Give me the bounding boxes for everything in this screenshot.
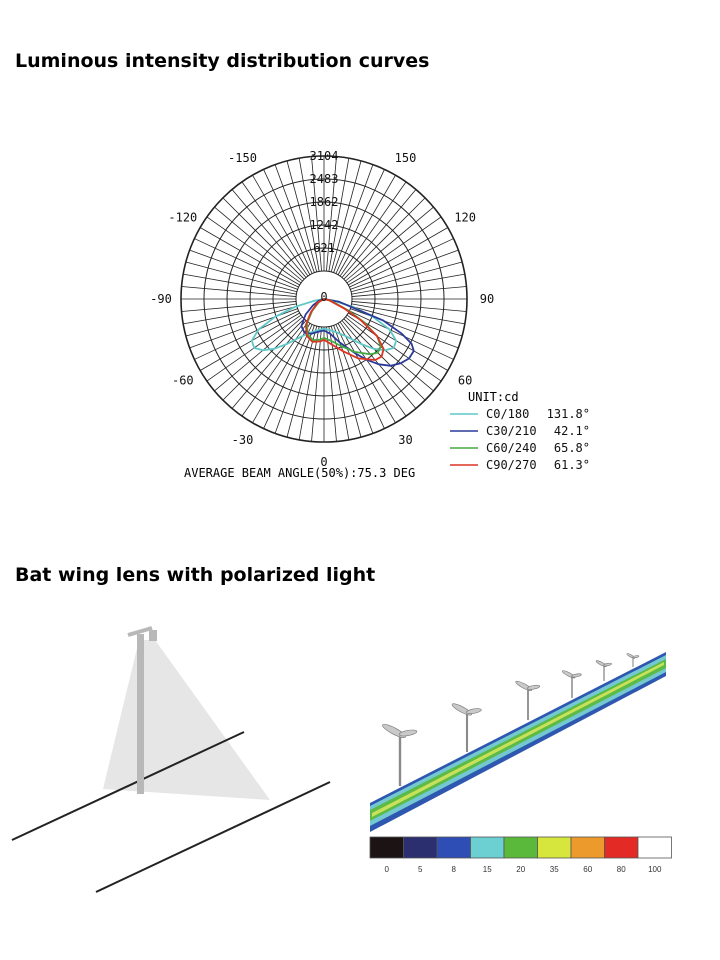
angle-label: -30 <box>231 433 254 448</box>
pole-shaft <box>137 634 144 794</box>
polar-spoke <box>299 327 319 440</box>
polar-spoke <box>232 189 306 277</box>
angle-label: 120 <box>454 210 477 225</box>
color-scale-label: 5 <box>418 865 423 874</box>
legend <box>450 390 590 472</box>
legend-beam-angle: 131.8° <box>546 407 590 421</box>
mini-lamp <box>381 722 407 740</box>
batwing-illustration <box>12 628 330 892</box>
section-title-batwing: Bat wing lens with polarized light <box>15 564 376 586</box>
polar-spoke <box>340 182 406 276</box>
color-scale-swatch <box>638 837 672 858</box>
polar-spoke <box>345 207 433 281</box>
color-scale-swatch <box>437 837 471 858</box>
angle-label: 150 <box>394 150 417 165</box>
angle-label: 60 <box>457 373 473 388</box>
legend-beam-angle: 61.3° <box>553 458 590 472</box>
angle-label: 0 <box>320 455 328 469</box>
angle-label: -150 <box>228 150 257 165</box>
polar-spoke <box>183 274 296 294</box>
polar-spoke <box>352 287 467 297</box>
color-scale-label: 8 <box>451 865 456 874</box>
polar-spoke <box>186 306 297 336</box>
color-scale-swatch <box>571 837 605 858</box>
angle-label: -90 <box>150 292 172 306</box>
radial-tick-label: 3104 <box>309 149 339 163</box>
radial-tick-label: 2483 <box>309 172 339 186</box>
polar-spoke <box>242 322 308 416</box>
radial-tick-label: 1862 <box>309 195 339 209</box>
polar-chart <box>150 149 494 469</box>
color-scale-label: 80 <box>616 865 626 874</box>
lamp-head <box>149 630 157 641</box>
polar-spoke <box>232 320 306 408</box>
polar-spoke <box>312 327 322 442</box>
polar-spoke <box>207 217 301 283</box>
road-edge-line <box>96 782 330 892</box>
legend-series-name: C90/270 <box>486 458 537 472</box>
light-beam-cone <box>103 640 270 800</box>
section-title-distribution: Luminous intensity distribution curves <box>15 50 430 72</box>
polar-spoke <box>347 217 441 283</box>
color-scale-label: 15 <box>482 865 492 874</box>
color-scale-swatch <box>404 837 438 858</box>
mini-lamp <box>633 655 640 658</box>
color-scale-label: 0 <box>384 865 389 874</box>
radial-tick-label: 621 <box>313 241 335 255</box>
color-scale-label: 100 <box>648 865 662 874</box>
polar-spoke <box>342 189 416 277</box>
angle-label: 90 <box>479 292 495 306</box>
polar-spoke <box>182 287 297 297</box>
polar-spoke <box>242 182 308 276</box>
mini-lamp <box>571 673 581 678</box>
radial-tick-label: 1242 <box>309 218 339 232</box>
polar-spoke <box>351 306 462 336</box>
beam-angle-footer: AVERAGE BEAM ANGLE(50%):75.3 DEG <box>184 466 416 480</box>
legend-beam-angle: 65.8° <box>553 441 590 455</box>
mini-lamp <box>527 684 540 690</box>
angle-label: -60 <box>171 373 194 388</box>
polar-spoke <box>182 301 297 311</box>
angle-label: 30 <box>398 433 413 448</box>
color-scale-swatch <box>538 837 572 858</box>
color-scale-label: 20 <box>516 865 526 874</box>
legend-series-name: C60/240 <box>486 441 537 455</box>
color-scale-label: 35 <box>549 865 559 874</box>
legend-beam-angle: 42.1° <box>553 424 590 438</box>
mini-lamp <box>466 708 482 715</box>
legend-series-name: C0/180 <box>486 407 530 421</box>
color-scale-label: 60 <box>583 865 593 874</box>
radial-tick-label: 0 <box>320 290 328 304</box>
color-scale-swatch <box>605 837 639 858</box>
angle-label: -120 <box>168 210 198 225</box>
polar-spoke <box>345 317 433 391</box>
mini-poles <box>381 653 639 786</box>
polar-spoke <box>340 322 406 416</box>
color-scale <box>370 837 672 874</box>
polar-spoke <box>186 262 297 292</box>
road-simulation <box>370 652 666 832</box>
color-scale-swatch <box>504 837 538 858</box>
legend-series-name: C30/210 <box>486 424 537 438</box>
color-scale-swatch <box>370 837 404 858</box>
polar-spoke <box>352 301 467 311</box>
color-scale-swatch <box>471 837 505 858</box>
mini-lamp <box>399 729 418 737</box>
pole-arm <box>128 628 152 635</box>
unit-label: UNIT:cd <box>468 390 519 404</box>
polar-spoke <box>214 207 302 281</box>
mini-lamp <box>515 680 533 693</box>
polar-spoke <box>214 317 302 391</box>
polar-spoke <box>351 262 462 292</box>
mini-lamp <box>451 702 473 717</box>
polar-spoke <box>352 274 465 294</box>
mini-lamp <box>603 663 611 667</box>
